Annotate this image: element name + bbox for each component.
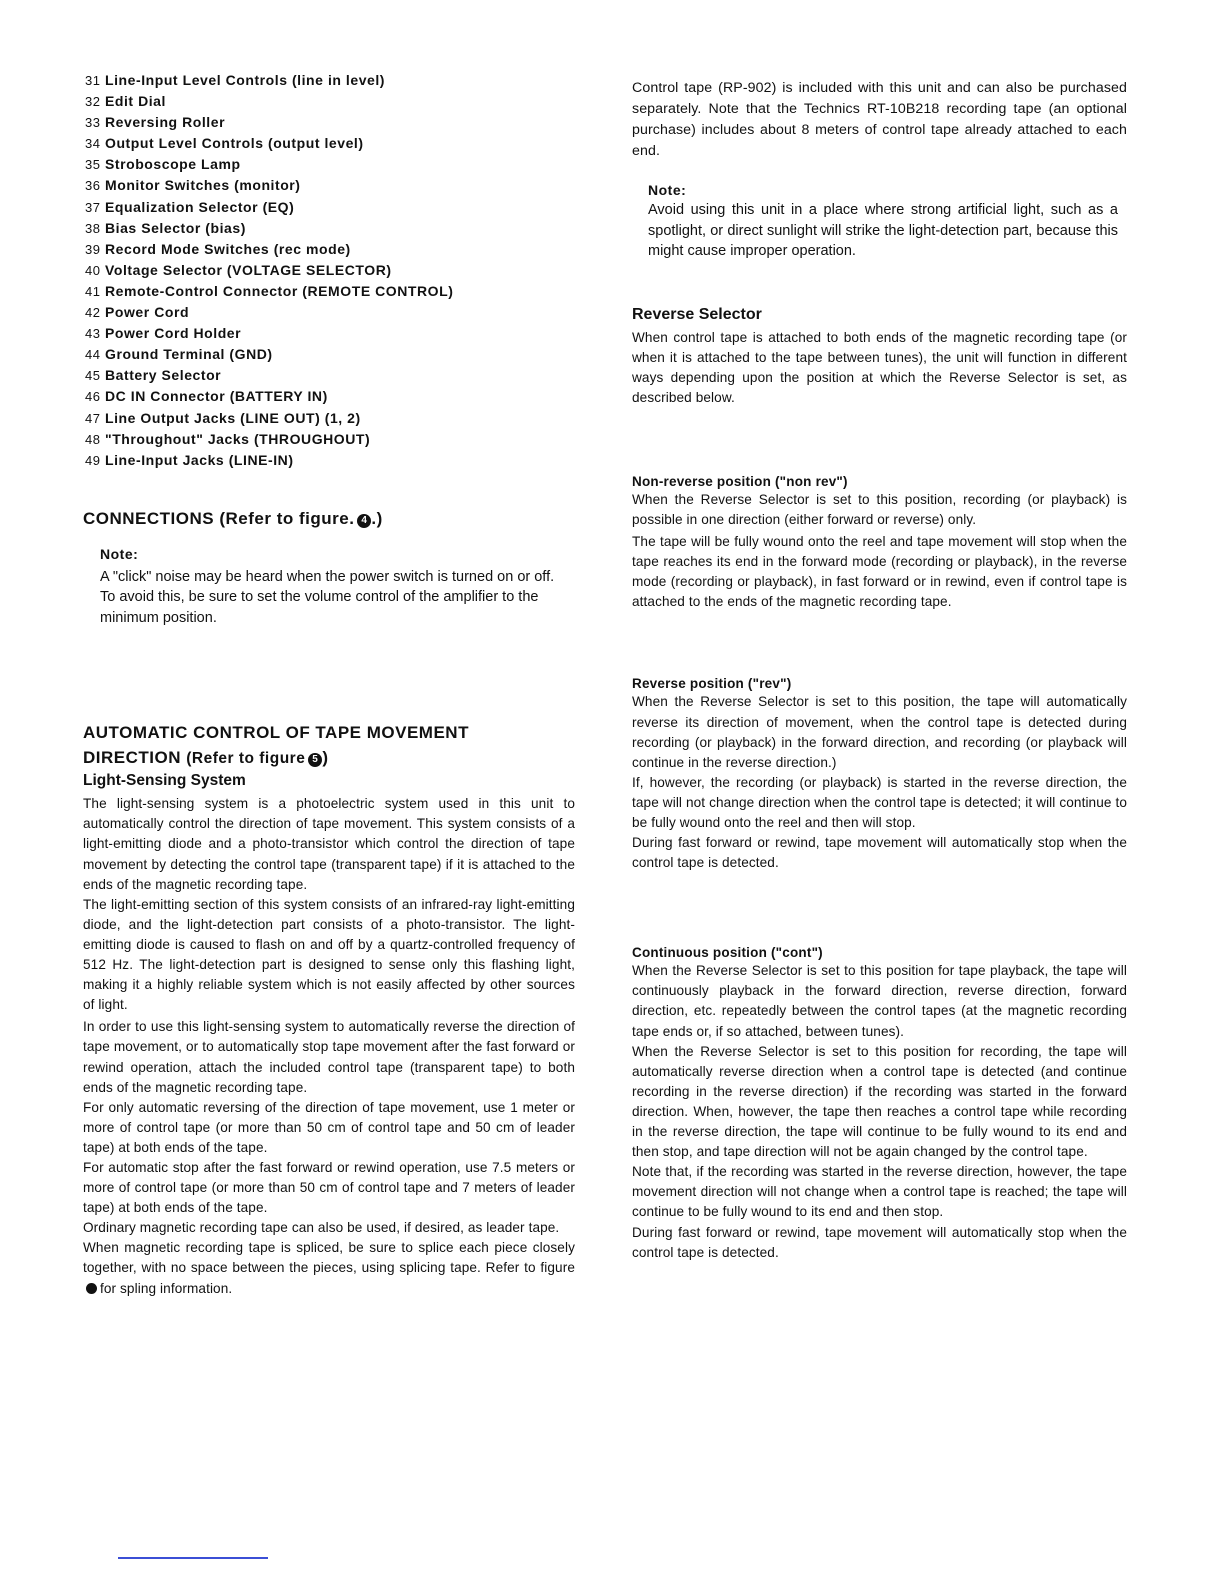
paragraph: For only automatic reversing of the direction of tape movement, use 1 meter or more of control tape (or more than 50 cm of control tape and 50 cm of leader tape) at both ends of the tape. (83, 1099, 575, 1155)
reverse-heading: Reverse position ("rev") (632, 676, 792, 692)
part-label: Line-Input Level Controls (line in level) (105, 72, 386, 88)
paragraph: For automatic stop after the fast forward or rewind operation, use 7.5 meters or more of control tape (or more than 50 cm of control tape and 7 meters of leader tape) at both ends of the tape. (83, 1159, 575, 1216)
paragraph: In order to use this light-sensing system to automatically reverse the direction of tape movement, or to automatically stop tape movement after the fast forward or rewind operation, attach the included control tape (transparent tape) to both ends of the magnetic recording tape. (83, 1019, 575, 1095)
connections-title: CONNECTIONS (83, 508, 215, 528)
part-label: Output Level Controls (output level) (105, 135, 364, 152)
right-column (632, 78, 1127, 1263)
paragraph: Note that, if the recording was started in the reverse direction, however, the tape movement direction will not change when a control tape is reached; the tape will continue to be fully wound to its end and then stop. (632, 1164, 1127, 1220)
part-number: 37 (85, 199, 101, 215)
part-number: 43 (85, 326, 101, 342)
reverse-selector-intro: When control tape is attached to both ends of the magnetic recording tape (or when it is attached to the tape between tunes), the unit will function in different ways depending upon the position at which the Reverse Selector is set, as described below. (632, 329, 1127, 405)
part-label: Battery Selector (105, 367, 222, 384)
part-label: Stroboscope Lamp (105, 156, 241, 173)
paragraph: When the Reverse Selector is set to this position for tape playback, the tape will continuously playback in the forward direction, reverse direction, forward direction, etc. repeatedly between the control tapes (at the magnetic recording tape ends or, if so attached, between tunes). (632, 963, 1127, 1039)
parts-list-item (85, 218, 575, 239)
note-label: Note: (100, 545, 139, 562)
part-number: 35 (85, 157, 101, 173)
automatic-title-line1: AUTOMATIC CONTROL OF TAPE MOVEMENT (83, 723, 469, 743)
connections-ref: (Refer to figure. (219, 508, 355, 528)
paragraph: When the Reverse Selector is set to this position, the tape will automatically reverse its direction of movement, when the control tape is detected during recording (or playback) in the forward direction, and recording (or playback will continue in the reverse direction.) (632, 694, 1127, 770)
continuous-heading: Continuous position ("cont") (632, 945, 823, 961)
note-text: Avoid using this unit in a place where strong artificial light, such as a spotlight, or direct sunlight will strike the light-detection part, because this might cause improper operation. (648, 202, 1118, 259)
part-label: "Throughout" Jacks (THROUGHOUT) (105, 430, 371, 447)
light-note (648, 182, 1118, 262)
paragraph: The tape will be fully wound onto the reel and tape movement will stop when the tape reaches its end in the forward mode (recording or playback), in the reverse mode (recording or playback), in fast forward or in rewind, even if control tape is attached to the ends of the magnetic recording tape. (632, 534, 1127, 610)
part-number: 48 (85, 431, 101, 447)
figure-ref-icon: 4 (357, 514, 371, 528)
part-label: Ground Terminal (GND) (105, 346, 273, 363)
parts-list-item (85, 344, 575, 365)
part-label: Power Cord Holder (105, 325, 242, 342)
part-number: 33 (85, 115, 101, 131)
control-tape-paragraph: Control tape (RP-902) is included with this unit and can also be purchased separately. Note that the Technics RT-10B218 recording tape (an optional purchase) includes about 8 meters of control tape already attached to each end. (632, 80, 1127, 159)
part-label: Voltage Selector (VOLTAGE SELECTOR) (105, 261, 392, 278)
paragraph: During fast forward or rewind, tape movement will automatically stop when the control tape is detected. (632, 1224, 1127, 1260)
part-label: Monitor Switches (monitor) (105, 177, 301, 194)
parts-list-item (85, 175, 575, 196)
part-label: Reversing Roller (105, 114, 226, 131)
part-number: 31 (85, 73, 101, 88)
part-label: Remote-Control Connector (REMOTE CONTROL) (105, 282, 454, 299)
figure-ref-icon: 5 (308, 753, 322, 767)
part-number: 34 (85, 136, 101, 152)
part-number: 40 (85, 262, 101, 278)
automatic-ref-end: ) (322, 748, 329, 768)
parts-list-item (85, 239, 575, 260)
automatic-ref: (Refer to figure (186, 750, 306, 768)
paragraph: If, however, the recording (or playback) is started in the reverse direction, the tape will not change direction when the control tape is detected; it will continue to be fully wound onto the reel and then will stop. (632, 774, 1127, 830)
parts-list-item (85, 302, 575, 323)
left-column (83, 70, 575, 1299)
parts-list-item (85, 154, 575, 175)
light-sensing-heading: Light-Sensing System (83, 772, 246, 790)
paragraph: When the Reverse Selector is set to this position, recording (or playback) is possible in one direction (either forward or reverse) only. (632, 491, 1127, 527)
figure-ref-icon (86, 1283, 97, 1294)
parts-list-item (85, 365, 575, 386)
parts-list-item (85, 408, 575, 429)
part-label: Line Output Jacks (LINE OUT) (1, 2) (105, 409, 361, 426)
note-label: Note: (648, 182, 687, 198)
connections-heading (83, 509, 575, 529)
parts-list-item (85, 133, 575, 154)
part-label: Edit Dial (105, 93, 166, 110)
part-label: DC IN Connector (BATTERY IN) (105, 388, 328, 405)
automatic-heading (83, 720, 575, 771)
paragraph (83, 1238, 575, 1298)
part-label: Equalization Selector (EQ) (105, 198, 295, 215)
paragraph: The light-sensing system is a photoelectric system used in this unit to automatically control the direction of tape movement. This system consists of a light-emitting diode and a photo-transistor which control the direction of tape movement by detecting the control tape (transparent tape) if it is attached to the ends of the magnetic recording tape. (83, 796, 575, 892)
part-number: 42 (85, 305, 101, 321)
part-label: Power Cord (105, 304, 190, 321)
part-number: 49 (85, 452, 101, 468)
parts-list (85, 70, 575, 471)
part-number: 39 (85, 241, 101, 257)
part-number: 45 (85, 368, 101, 384)
part-number: 41 (85, 283, 101, 299)
part-number: 38 (85, 220, 101, 236)
paragraph: The light-emitting section of this system consists of an infrared-ray light-emitting diode, and the light-detection part consists of a photo-transistor. The light-emitting diode is caused to flash on and off by a quartz-controlled frequency of 512 Hz. The light-detection part is designed to sense only this flashing light, making it a highly reliable system which is not easily affected by other sources of light. (83, 896, 575, 1013)
non-reverse-heading: Non-reverse position ("non rev") (632, 473, 848, 489)
parts-list-item (85, 91, 575, 112)
paragraph: When the Reverse Selector is set to this position for recording, the tape will automatically reverse direction when a control tape is detected (and continue recording in the reverse direction) if the recording was started in the forward direction. When, however, the tape then reaches a control tape while recording in the reverse direction, the tape will continue to be fully wound to its end and then stop, and tape direction will not be again changed by the control tape. (632, 1043, 1127, 1160)
paragraph: During fast forward or rewind, tape movement will automatically stop when the control tape is detected. (632, 835, 1127, 871)
footnote-divider (118, 1557, 268, 1559)
part-label: Bias Selector (bias) (105, 219, 246, 236)
part-number: 46 (85, 389, 101, 405)
paragraph: Ordinary magnetic recording tape can also be used, if desired, as leader tape. (83, 1220, 560, 1236)
part-number: 44 (85, 347, 101, 363)
connections-ref-end: .) (371, 508, 383, 528)
part-number: 36 (85, 178, 101, 194)
parts-list-item (85, 450, 575, 471)
parts-list-item (85, 386, 575, 407)
parts-list-item (85, 281, 575, 302)
part-number: 47 (85, 410, 101, 426)
splice-text: When magnetic recording tape is spliced, be sure to splice each piece closely together, with no space between the pieces, using splicing tape. Refer to figure (83, 1240, 575, 1276)
part-label: Line-Input Jacks (LINE-IN) (105, 451, 294, 468)
parts-list-item (85, 323, 575, 344)
reverse-selector-heading: Reverse Selector (632, 305, 762, 323)
parts-list-item (85, 260, 575, 281)
parts-list-item (85, 70, 575, 91)
note-text: A "click" noise may be heard when the power switch is turned on or off. To avoid this, be sure to set the volume control of the amplifier to the minimum position. (100, 568, 555, 626)
part-number: 32 (85, 94, 101, 110)
parts-list-item (85, 112, 575, 133)
part-label: Record Mode Switches (rec mode) (105, 240, 351, 257)
automatic-title-line2: DIRECTION (83, 748, 181, 768)
parts-list-item (85, 197, 575, 218)
connections-note (100, 546, 565, 629)
parts-list-item (85, 429, 575, 450)
light-sensing-body (83, 794, 575, 1298)
splice-text-end: for spling information. (100, 1280, 233, 1296)
